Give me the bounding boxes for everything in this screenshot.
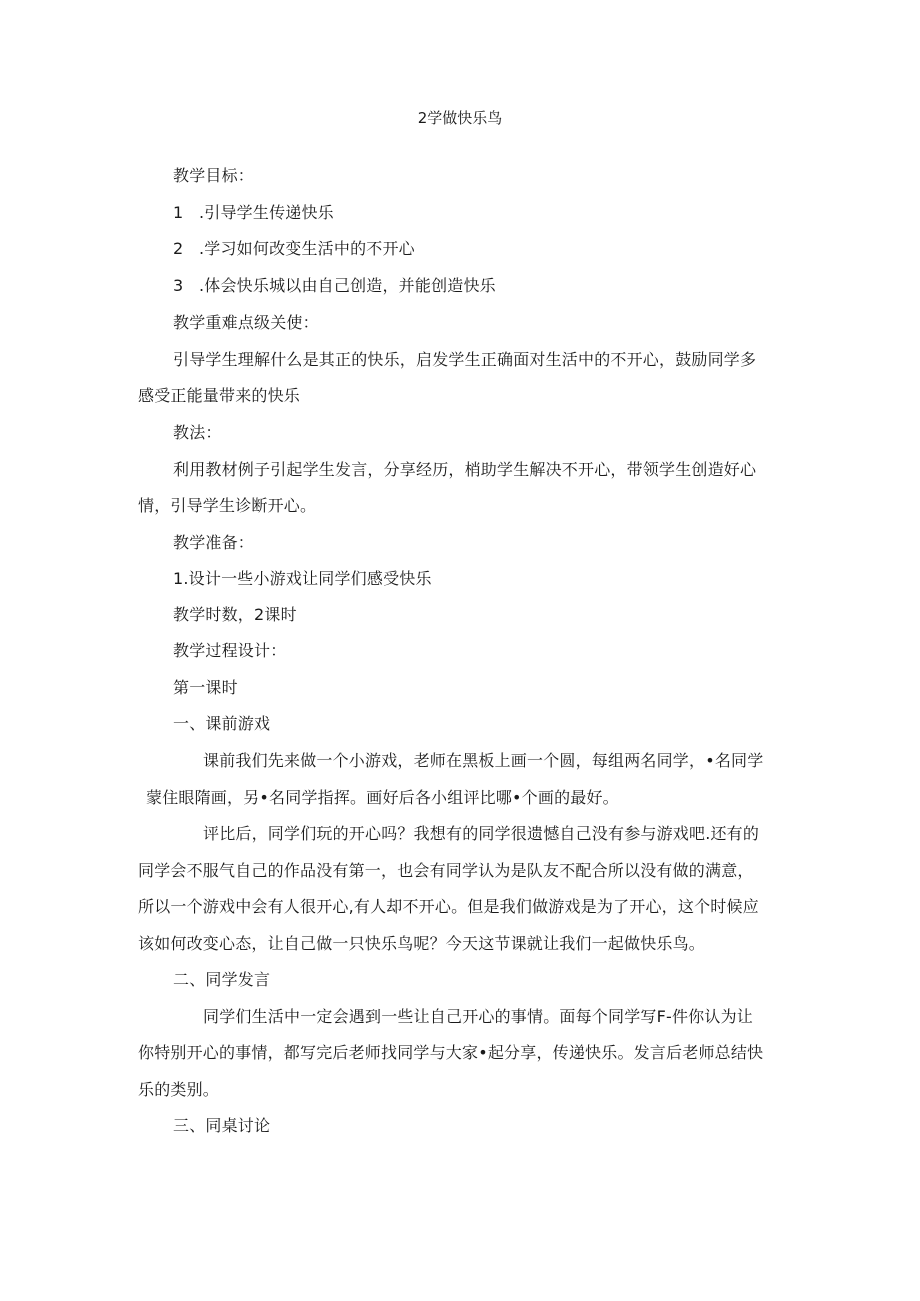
objective-item bbox=[173, 203, 334, 223]
paragraph-line: 该如何改变心态，让自己做一只快乐鸟呢？今天这节课就让我们一起做快乐鸟。 bbox=[138, 934, 706, 953]
paragraph-line: 所以一个游戏中会有人很开心,有人却不开心。但是我们做游戏是为了开心，这个时候应 bbox=[138, 897, 759, 916]
objectives-heading: 教学目标： bbox=[173, 166, 255, 185]
objective-text: .学习如何改变生活中的不开心 bbox=[199, 239, 415, 258]
document-title: 2学做快乐鸟 bbox=[417, 109, 503, 127]
key-points-text-line: 感受正能量带来的快乐 bbox=[138, 386, 301, 405]
paragraph-line: 你特别开心的事情，都写完后老师找同学与大家•起分享，传递快乐。发言后老师总结快 bbox=[138, 1043, 764, 1062]
methods-heading: 教法： bbox=[173, 423, 222, 442]
paragraph-line: 乐的类别。 bbox=[138, 1080, 220, 1099]
key-points-heading: 教学重难点级关使： bbox=[173, 313, 319, 332]
methods-text-line: 情，引导学生诊断开心。 bbox=[138, 496, 317, 515]
key-points-text-line: 引导学生理解什么是其正的快乐，启发学生正确面对生活中的不开心，鼓励同学多 bbox=[173, 350, 757, 369]
lesson-heading: 第一课时 bbox=[173, 678, 238, 697]
objective-number: 2 bbox=[173, 239, 184, 258]
objective-text: .引导学生传递快乐 bbox=[199, 203, 334, 222]
objective-item bbox=[173, 239, 415, 259]
preparation-item: 1.设计一些小游戏让同学们感受快乐 bbox=[173, 569, 432, 588]
paragraph-line: 课前我们先来做一个小游戏，老师在黑板上画一个圆，每组两名同学，•名同学 bbox=[203, 751, 764, 770]
objective-number: 3 bbox=[173, 276, 184, 295]
section-heading: 二、同学发言 bbox=[173, 970, 271, 989]
objective-text: .体会快乐城以由自己创造，并能创造快乐 bbox=[199, 276, 496, 295]
section-heading: 三、同桌讨论 bbox=[173, 1116, 271, 1135]
objective-item bbox=[173, 276, 496, 296]
methods-text-line: 利用教材例子引起学生发言，分享经历，梢助学生解决不开心，带领学生创造好心 bbox=[173, 460, 757, 479]
paragraph-line: 同学们生活中一定会遇到一些让自己开心的事情。面每个同学写F-件你认为让 bbox=[203, 1007, 753, 1026]
preparation-heading: 教学准备： bbox=[173, 533, 255, 552]
process-heading: 教学过程设计： bbox=[173, 641, 287, 660]
section-heading: 一、课前游戏 bbox=[173, 714, 271, 733]
paragraph-line: 同学会不服气自己的作品没有第一，也会有同学认为是队友不配合所以没有做的满意， bbox=[138, 861, 754, 880]
teaching-hours: 教学时数，2课时 bbox=[173, 605, 297, 624]
objective-number: 1 bbox=[173, 203, 184, 222]
paragraph-line: 蒙住眼隋画，另•名同学指挥。画好后各小组评比哪•个画的最好。 bbox=[146, 788, 619, 807]
paragraph-line: 评比后，同学们玩的开心吗？我想有的同学很遗憾自己没有参与游戏吧.还有的 bbox=[203, 824, 760, 843]
